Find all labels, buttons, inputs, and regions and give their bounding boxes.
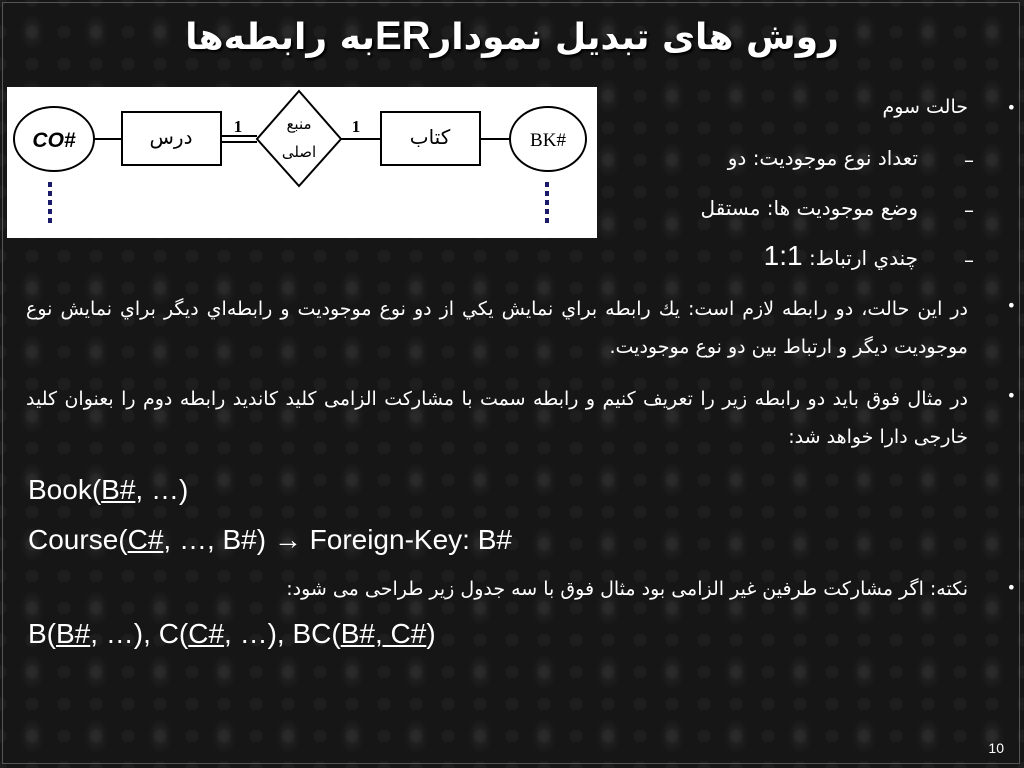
paragraph-note: نکته: اگر مشارکت طرفین غیر الزامی بود مثال فوق با سه جدول زیر طراحی می شود: [286, 578, 968, 600]
r3-bc-key: B#, C# [340, 618, 427, 649]
dash-3: – [964, 248, 974, 272]
book-prefix: Book( [28, 474, 102, 505]
title-suffix: به رابطه‌ها [185, 17, 375, 58]
paragraph-two-relations: در اين حالت، دو رابطه لازم است: يك رابطه براي نمايش يكي از دو نوع موجوديت و رابطه‌اي ديگر براي نمايش نوع موجوديت ديگر و ارتباط بين دو نوع موجوديت. [26, 298, 968, 358]
left-cardinality: 1 [233, 117, 243, 136]
right-cardinality: 1 [351, 117, 361, 136]
right-entity-text: کتاب [409, 125, 451, 149]
dash-2: – [964, 198, 974, 222]
title-prefix: روش های تبدیل نمودار [430, 17, 839, 58]
right-attribute-text: BK# [530, 130, 566, 151]
slide-title [0, 14, 1024, 59]
sub-item-entity-status: وضع موجوديت ها: مستقل [700, 196, 918, 220]
r3-b-suffix: , …), C( [90, 618, 189, 649]
r3-c-suffix: , …), BC( [224, 618, 341, 649]
book-key: B# [101, 474, 136, 505]
relationship-line1: منبع [286, 115, 312, 133]
sub-item-entity-count: تعداد نوع موجوديت: دو [727, 146, 918, 170]
page-number: 10 [988, 740, 1004, 756]
course-key: C# [127, 524, 164, 555]
relation-course [28, 524, 512, 556]
r3-c-key: C# [188, 618, 225, 649]
bullet-dot-1: • [1006, 98, 1016, 117]
bullet-dot-4: • [1006, 578, 1016, 597]
course-prefix: Course( [28, 524, 128, 555]
left-attribute-text: CO# [32, 129, 76, 152]
title-er: ER [374, 14, 431, 58]
bullet-dot-2: • [1006, 296, 1016, 315]
dash-1: – [964, 148, 974, 172]
book-suffix: , …) [135, 474, 189, 505]
left-ellipsis-dots [48, 182, 52, 223]
relation-book [28, 474, 188, 506]
r3-b-key: B# [56, 618, 91, 649]
sub-item-cardinality [764, 240, 918, 272]
relation-three-tables [28, 618, 436, 650]
er-diagram [7, 87, 597, 238]
right-ellipsis-dots [545, 182, 549, 223]
course-suffix: , …, B#) → Foreign-Key: B# [163, 524, 512, 555]
r3-bc-suffix: ) [426, 618, 436, 649]
r3-b-prefix: B( [28, 618, 56, 649]
cardinality-value: 1:1 [763, 240, 803, 271]
bullet-dot-3: • [1006, 386, 1016, 405]
left-entity-text: درس [149, 125, 193, 149]
cardinality-label: چندي ارتباط: [808, 246, 918, 270]
relationship-diamond [257, 91, 341, 186]
paragraph-foreign-key: در مثال فوق باید دو رابطه زیر را تعریف کنیم و رابطه سمت با مشارکت الزامی کلید کاندید رابطه دوم را بعنوان کلید خارجی دارا خواهد شد: [26, 388, 968, 448]
relationship-line2: اصلی [281, 143, 317, 161]
case-title: حالت سوم [882, 96, 968, 118]
